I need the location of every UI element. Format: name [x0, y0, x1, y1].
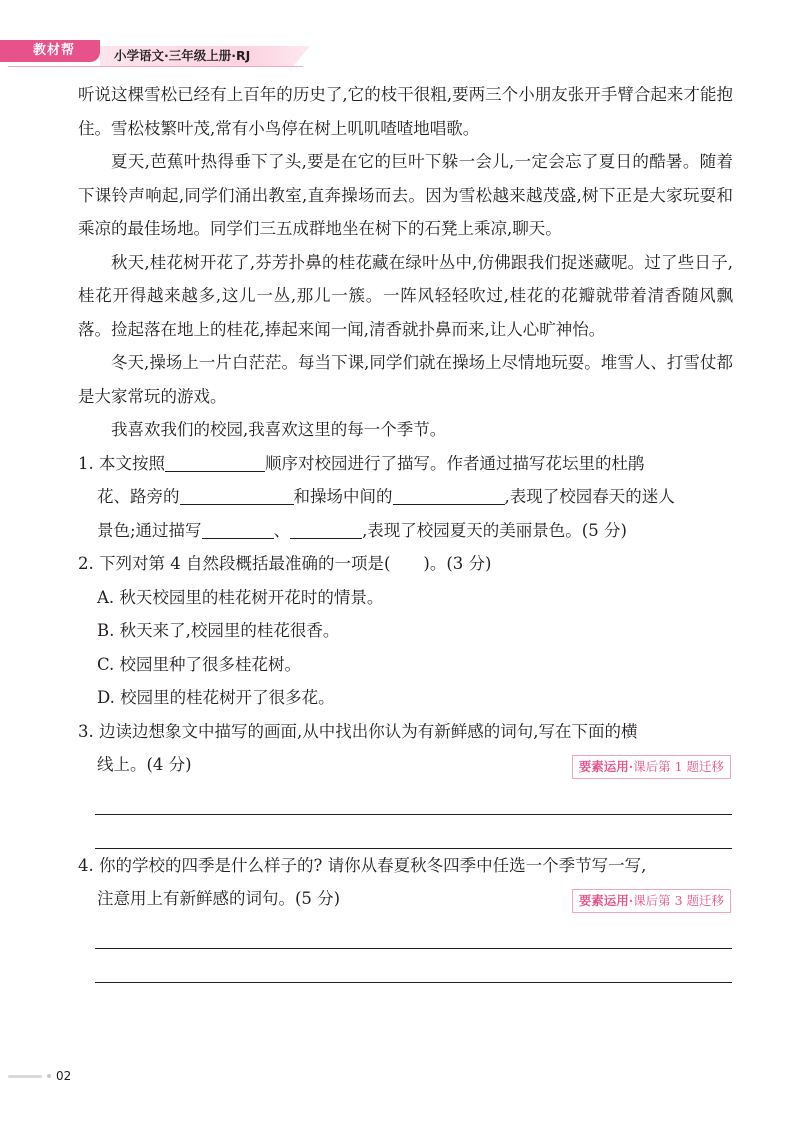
question-1-text-b: 顺序对校园进行了描写。作者通过描写花坛里的杜鹃: [265, 453, 645, 473]
question-3: [78, 715, 733, 849]
question-1-text-c: 花、路旁的: [97, 487, 180, 506]
answer-line[interactable]: [95, 948, 732, 949]
question-1-text-h: ,表现了校园夏天的美丽景色。(5 分): [362, 520, 627, 540]
question-4-line-2: 注意用上有新鲜感的词句。(5 分): [97, 889, 341, 908]
question-1-text-e: ,表现了校园春天的迷人: [504, 487, 675, 506]
footer-bar: [8, 1075, 42, 1078]
tag-source: 课后第 3 题迁移: [633, 892, 724, 908]
page-content: [78, 78, 733, 983]
question-1-text-a: 1. 本文按照: [78, 453, 165, 473]
question-2-option-a[interactable]: A. 秋天校园里的桂花树开花时的情景。: [97, 587, 384, 607]
question-1-text-d: 和操场中间的: [293, 487, 393, 506]
tag-source: 课后第 1 题迁移: [633, 758, 724, 774]
passage-paragraph-3: 秋天,桂花树开花了,芬芳扑鼻的桂花藏在绿叶丛中,仿佛跟我们捉迷藏呢。过了些日子,桂花开得越来越多,这儿一丛,那儿一簇。一阵风轻轻吹过,桂花的花瓣就带着清香随风飘落。捡起落在地上的桂花,捧起来闻一闻,清香就扑鼻而来,让人心旷神怡。: [78, 252, 733, 339]
answer-blank-playground[interactable]: [393, 484, 505, 505]
answer-blank-summer-2[interactable]: [290, 518, 362, 539]
question-3-line-1: 3. 边读边想象文中描写的画面,从中找出你认为有新鲜感的词句,写在下面的横: [78, 721, 638, 741]
question-1-line-2: [78, 480, 733, 514]
question-1-text-f: 景色;通过描写: [97, 520, 202, 540]
footer-dot: [47, 1074, 51, 1078]
page-header: [0, 40, 793, 70]
question-1-line-1: [78, 447, 733, 481]
question-2-option-b[interactable]: B. 秋天来了,校园里的桂花很香。: [97, 621, 340, 640]
question-2-option-c[interactable]: C. 校园里种了很多桂花树。: [97, 654, 302, 674]
tag-separator: ·: [628, 758, 634, 774]
tag-key: 要素运用: [578, 892, 629, 908]
question-3-tag: [572, 755, 731, 779]
question-1-text-g: 、: [273, 520, 291, 540]
question-2: [78, 547, 733, 715]
answer-blank-roadside[interactable]: [180, 484, 294, 505]
question-2-option-d[interactable]: D. 校园里的桂花树开了很多花。: [97, 688, 335, 707]
question-2-stem: 2. 下列对第 4 自然段概括最准确的一项是( )。(3 分): [78, 554, 492, 573]
answer-blank-order[interactable]: [165, 451, 265, 472]
header-underline: [8, 66, 303, 67]
tag-key: 要素运用: [578, 758, 629, 774]
question-4-line-1: 4. 你的学校的四季是什么样子的? 请你从春夏秋冬四季中任选一个季节写一写,: [78, 855, 647, 875]
question-4: [78, 849, 733, 983]
answer-blank-summer-1[interactable]: [202, 518, 274, 539]
header-title: 小学语文·三年级上册·RJ: [114, 48, 251, 63]
page-number: 02: [56, 1069, 72, 1083]
question-1-line-3: [78, 514, 733, 548]
page-footer: [0, 1068, 100, 1084]
passage-paragraph-4: 冬天,操场上一片白茫茫。每当下课,同学们就在操场上尽情地玩耍。堆雪人、打雪仗都是大家常玩的游戏。: [78, 353, 733, 406]
tag-separator: ·: [628, 892, 634, 908]
passage-paragraph-5: 我喜欢我们的校园,我喜欢这里的每一个季节。: [111, 420, 447, 439]
passage-paragraph-1: 听说这棵雪松已经有上百年的历史了,它的枝干很粗,要两三个小朋友张开手臂合起来才能抱住。雪松枝繁叶茂,常有小鸟停在树上叽叽喳喳地唱歌。: [78, 85, 733, 138]
question-3-line-2: 线上。(4 分): [97, 755, 192, 774]
passage-paragraph-2: 夏天,芭蕉叶热得垂下了头,要是在它的巨叶下躲一会儿,一定会忘了夏日的酷暑。随着下课铃声响起,同学们涌出教室,直奔操场而去。因为雪松越来越茂盛,树下正是大家玩耍和乘凉的最佳场地。同学们三五成群地坐在树下的石凳上乘凉,聊天。: [78, 152, 733, 238]
question-1: [78, 447, 733, 548]
answer-line[interactable]: [95, 982, 732, 983]
question-4-tag: [572, 889, 731, 913]
brand-tab: 教材帮: [8, 40, 100, 62]
answer-line[interactable]: [95, 814, 732, 815]
